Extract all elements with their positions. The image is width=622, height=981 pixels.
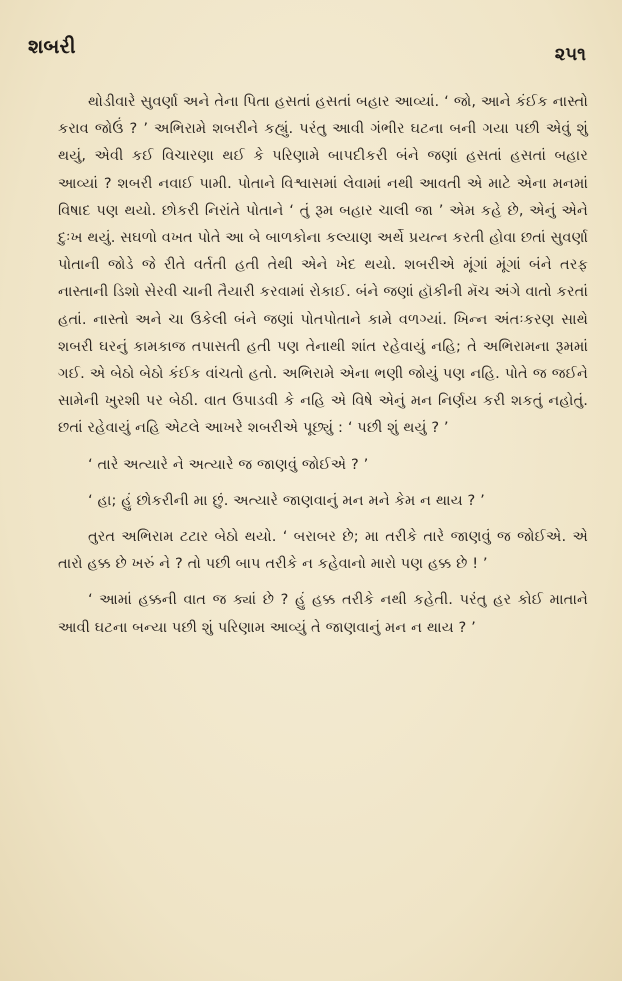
paragraph: ‘ તારે અત્યારે ને અત્યારે જ જાણવું જોઈએ ? ’ [88, 455, 369, 473]
body-text [58, 88, 588, 641]
running-title: શબરી [28, 34, 76, 58]
paragraph: તુરત અભિરામ ટટાર બેઠો થયો. ‘ બરાબર છે; મા તરીકે તારે જાણવું જ જોઈએ. એ તારો હક્ક છે ખરું ને ? તો પછી બાપ તરીકે ન કહેવાનો મારો પણ હક્ક છે ! ’ [58, 528, 588, 573]
paragraph: ‘ આમાં હક્કની વાત જ ક્યાં છે ? હું હક્ક તરીકે નથી કહેતી. પરંતુ હર કોઈ માતાને આવી ઘટના બન્યા પછી શું પરિણામ આવ્યું તે જાણવાનું મન ન થાય ? ’ [58, 591, 588, 636]
paragraph: થોડીવારે સુવર્ણા અને તેના પિતા હસતાં હસતાં બહાર આવ્યાં. ‘ જો, આને કંઈક નાસ્તો કરાવ જોઉં ? ’ અભિરામે શબરીને કહ્યું. પરંતુ આવી ગંભીર ઘટના બની ગયા પછી એવું શું થયું, એવી કઈ વિચારણા થઈ કે પરિણામે બાપદીકરી બંને જણાં હસતાં હસતાં બહાર આવ્યાં ? શબરી નવાઈ પામી. પોતાને વિશ્વાસમાં લેવામાં નથી આવતી એ માટે એના મનમાં વિષાદ પણ થયો. છોકરી નિરાંતે પોતાને ‘ તું રૂમ બહાર ચાલી જા ’ એમ કહે છે, એનું એને દુઃખ થયું. સઘળો વખત પોતે આ બે બાળકોના કલ્યાણ અર્થે પ્રયત્ન કરતી હોવા છતાં સુવર્ણા પોતાની જોડે જે રીતે વર્તતી હતી તેથી એને ખેદ થયો. શબરીએ મૂંગાં મૂંગાં બંને તરફ નાસ્તાની ડિશો સેરવી ચાની તૈયારી કરવામાં રોકાઈ. બંને જણાં હૉકીની મૅચ અંગે વાતો કરતાં હતાં. નાસ્તો અને ચા ઉકેલી બંને જણાં પોતપોતાને કામે વળગ્યાં. ખિન્ન અંતઃકરણ સાથે શબરી ઘરનું કામકાજ તપાસતી હતી પણ તેનાથી શાંત રહેવાયું નહિ; તે અભિરામના રૂમમાં ગઈ. એ બેઠો બેઠો કંઈક વાંચતો હતો. અભિરામે એના ભણી જોયું પણ નહિ. પોતે જ જઈને સામેની ખુરશી પર બેઠી. વાત ઉપાડવી કે નહિ એ વિષે એનું મન નિર્ણય કરી શકતું નહોતું. છતાં રહેવાયું નહિ એટલે આખરે શબરીએ પૂછ્યું : ‘ પછી શું થયું ? ’ [58, 93, 588, 437]
page-number: ૨૫૧ [554, 44, 586, 65]
paragraph: ‘ હા; હું છોકરીની મા છું. અત્યારે જાણવાનું મન મને કેમ ન થાય ? ’ [88, 491, 485, 509]
